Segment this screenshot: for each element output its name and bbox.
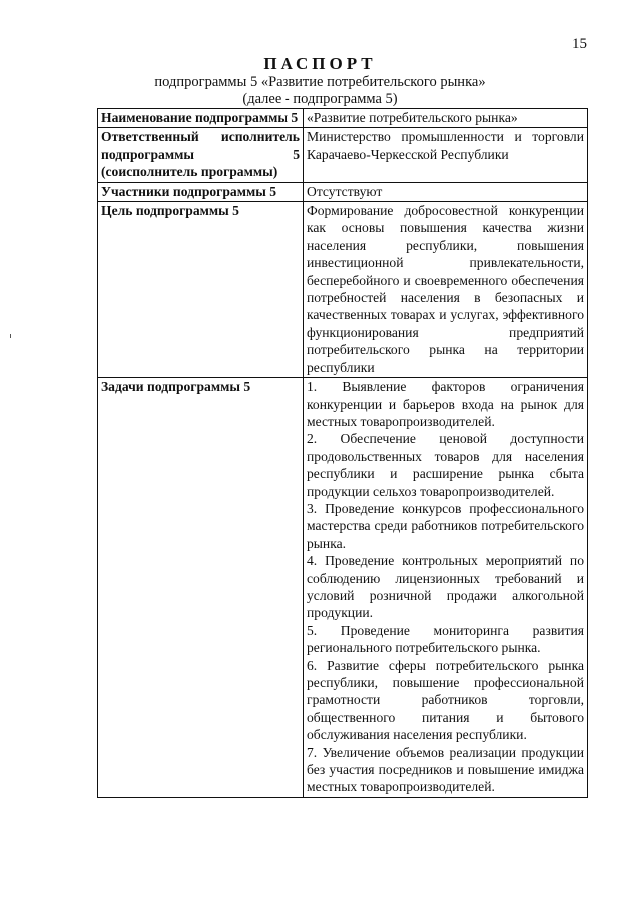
row-value-name: «Развитие потребительского рынка»	[304, 109, 588, 128]
table-row	[98, 378, 588, 798]
task-item: 6. Развитие сферы потребительского рынка республики, повышение профессиональной грамотности работников торговли, общественного питания и бытового обслуживания населения республики.	[307, 657, 584, 743]
table-row	[98, 109, 588, 128]
margin-mark	[10, 334, 11, 338]
task-item: 5. Проведение мониторинга развития регионального потребительского рынка.	[307, 622, 584, 656]
task-item: 1. Выявление факторов ограничения конкуренции и барьеров входа на рынок для местных товаропроизводителей.	[307, 379, 584, 429]
document-subtitle-line1: подпрограммы 5 «Развитие потребительского рынка»	[154, 74, 486, 90]
row-label-executor: Ответственный исполнитель подпрограммы 5 (соисполнитель программы)	[98, 128, 304, 182]
row-value-executor: Министерство промышленности и торговли Карачаево-Черкесской Республики	[304, 128, 588, 182]
task-item: 4. Проведение контрольных мероприятий по соблюдению лицензионных требований и условий розничной продажи алкогольной продукции.	[307, 553, 584, 621]
task-item: 2. Обеспечение ценовой доступности продовольственных товаров для населения республики и расширение рынка сбыта продукции сельхоз товаропроизводителей.	[307, 431, 584, 499]
page-number: 15	[572, 36, 587, 52]
row-value-goal: Формирование добросовестной конкуренции как основы повышения качества жизни населения республики, повышения инвестиционной привлекательности, бесперебойного и своевременного обеспечения потребностей населения в безопасных и качественных товарах и услугах, эффективного функционирования предприятий потребительского рынка на территории республики	[304, 202, 588, 378]
row-label-goal: Цель подпрограммы 5	[98, 202, 304, 378]
table-row	[98, 182, 588, 201]
passport-table	[97, 108, 588, 798]
row-value-tasks	[304, 378, 588, 798]
document-subtitle-line2: (далее - подпрограмма 5)	[242, 91, 398, 107]
task-item: 7. Увеличение объемов реализации продукции без участия посредников и повышение имиджа местных товаропроизводителей.	[307, 744, 584, 795]
table-row	[98, 202, 588, 378]
row-label-tasks: Задачи подпрограммы 5	[98, 378, 304, 798]
row-label-participants: Участники подпрограммы 5	[98, 182, 304, 201]
row-label-name: Наименование подпрограммы 5	[98, 109, 304, 128]
row-value-participants: Отсутствуют	[304, 182, 588, 201]
task-item: 3. Проведение конкурсов профессионального мастерства среди работников потребительского рынка.	[307, 500, 584, 551]
table-row	[98, 128, 588, 182]
document-title: ПАСПОРТ	[263, 54, 377, 73]
